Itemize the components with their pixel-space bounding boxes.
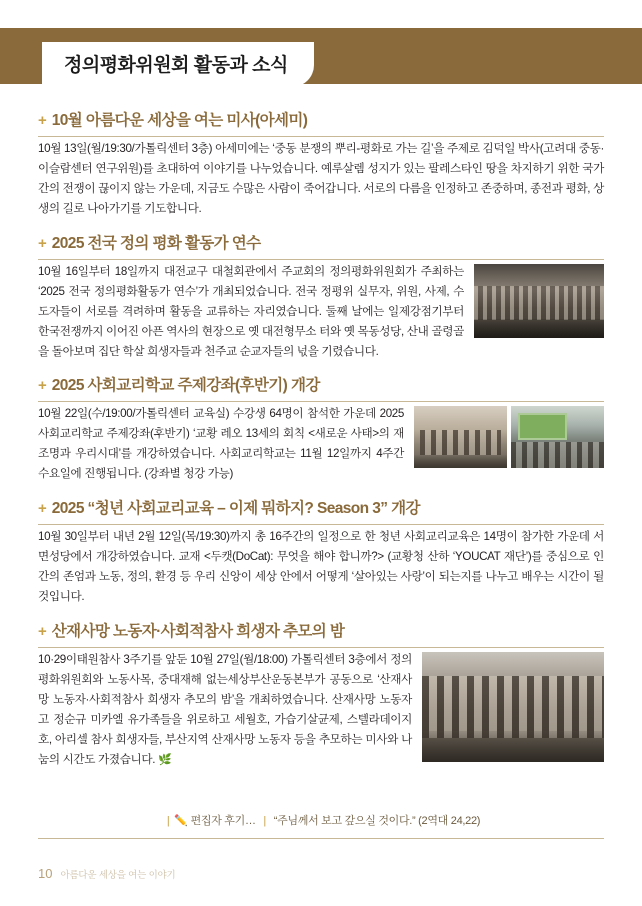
- pencil-icon: ✏️: [174, 815, 188, 827]
- section-title: 2025 전국 정의 평화 활동가 연수: [51, 234, 261, 252]
- section-misa: [38, 108, 604, 219]
- section-divider: [38, 259, 604, 260]
- photo-group-gangjwa: [414, 406, 604, 468]
- section-body: 10월 16일부터 18일까지 대전교구 대철회관에서 주교회의 정의평화위원회가 주최하는 ‘2025 전국 정의평화활동가 연수’가 개최되었습니다. 전국 정평위 실무자, 위원, 사제, 수도자들이 서로를 격려하며 활동을 교류하는 자리였습니다. 둘째 날에는 일제강점기부터 한국전쟁까지 이어진 아픈 역사의 현장으로 옛 대전형무소 터와 옛 목동성당, 산내 골령골을 돌아보며 집단 학살 희생자들과 천주교 순교자들의 넋을 기렸습니다.: [38, 264, 464, 358]
- photo-class-screen: [511, 406, 604, 468]
- page-number: 10: [38, 866, 53, 881]
- section-title: 2025 사회교리학교 주제강좌(후반기) 개강: [51, 377, 320, 395]
- editor-note-label: 편집자 후기…: [190, 815, 256, 827]
- plus-icon: +: [38, 377, 47, 395]
- leaf-icon: 🌿: [158, 753, 172, 766]
- footer-divider: [38, 838, 604, 839]
- plus-icon: +: [38, 234, 47, 252]
- page-title: 정의평화위원회 활동과 소식: [64, 55, 288, 76]
- photo-memorial-night: [422, 652, 604, 762]
- section-yeonsu: [38, 231, 604, 362]
- section-body: 10월 22일(수/19:00/가톨릭센터 교육실) 수강생 64명이 참석한 가운데 2025 사회교리학교 주제강좌(후반기) ‘교황 레오 13세의 회칙 <새로운 사태>의 재조명과 우리시대’를 개강하였습니다. 사회교리학교는 11월 12일까지 4주간 수요일에 진행됩니다. (강좌별 청강 가능): [38, 407, 404, 481]
- section-heading: [38, 496, 604, 518]
- photo-class-lecture: [414, 406, 507, 468]
- section-divider: [38, 524, 604, 525]
- editor-note: [38, 812, 604, 828]
- section-heading: [38, 373, 604, 395]
- section-chumo: [38, 619, 604, 770]
- photo-yeonsu-group: [474, 264, 604, 338]
- article-content: [38, 96, 604, 774]
- section-body: 10월 30일부터 내년 2월 12일(목/19:30)까지 총 16주간의 일정으로 한 청년 사회교리교육은 14명이 참가한 가운데 서면성당에서 개강하였습니다. 교재 <두캣(DoCat): 무엇을 해야 합니까?> (교황청 산하 ‘YOUCAT 재단’)를 중심으로 인간의 존엄과 노동, 정의, 환경 등 우리 신앙이 세상 안에서 어떻게 ‘살아있는 사랑’이 되는지를 나누고 배우는 시간이 될 것입니다.: [38, 530, 604, 603]
- plus-icon: +: [38, 622, 47, 640]
- page-footer: [38, 866, 176, 881]
- section-heading: [38, 619, 604, 641]
- section-title: 10월 아름다운 세상을 여는 미사(아세미): [51, 112, 308, 129]
- section-title: 산재사망 노동자·사회적참사 희생자 추모의 밤: [51, 622, 345, 640]
- photo-group-chumo: [422, 652, 604, 762]
- section-divider: [38, 136, 604, 137]
- section-body: 10월 13일(월/19:30/가톨릭센터 3층) 아세미에는 ‘중동 분쟁의 뿌리-평화로 가는 길’을 주제로 김덕일 박사(고려대 중동·이슬람센터 연구위원)를 초대하여 이야기를 나누었습니다. 예루살렘 성지가 있는 팔레스타인 땅을 차지하기 위한 국가 간의 전쟁이 끊이지 않는 가운데, 지금도 수많은 사람이 죽어갑니다. 서로의 다름을 인정하고 존중하며, 종전과 평화, 상생의 길로 나아가기를 기도합니다.: [38, 142, 604, 215]
- plus-icon: +: [38, 112, 47, 129]
- page-title-box: [42, 42, 314, 87]
- section-title: 2025 “청년 사회교리교육 – 이제 뭐하지? Season 3” 개강: [51, 500, 420, 518]
- running-footer-text: 아름다운 세상을 여는 이야기: [60, 870, 176, 881]
- section-divider: [38, 647, 604, 648]
- section-cheongnyeon: [38, 496, 604, 607]
- section-gangjwa: [38, 373, 604, 484]
- note-separator-right: |: [263, 815, 266, 827]
- editor-note-quote: “주님께서 보고 갚으실 것이다.” (2역대 24,22): [273, 815, 481, 827]
- section-body-text: 10·29이태원참사 3주기를 앞둔 10월 27일(월/18:00) 가톨릭센터 3층에서 정의평화위원회와 노동사목, 중대재해 없는세상부산운동본부가 공동으로 ‘산재사망 노동자·사회적참사 희생자 추모의 밤’을 개최하였습니다. 산재사망 노동자 고 정순규 미카엘 유가족들을 위로하고 세월호, 가습기살균제, 스텔라데이지호, 아리셀 참사 희생자들, 부산지역 산재사망 노동자 등을 추모하는 미사와 나눔의 시간도 가졌습니다.: [38, 652, 412, 766]
- photo-group-yeonsu: [474, 264, 604, 338]
- section-divider: [38, 401, 604, 402]
- section-heading: [38, 231, 604, 253]
- plus-icon: +: [38, 500, 47, 518]
- section-heading: [38, 108, 604, 130]
- note-separator-left: |: [166, 815, 170, 827]
